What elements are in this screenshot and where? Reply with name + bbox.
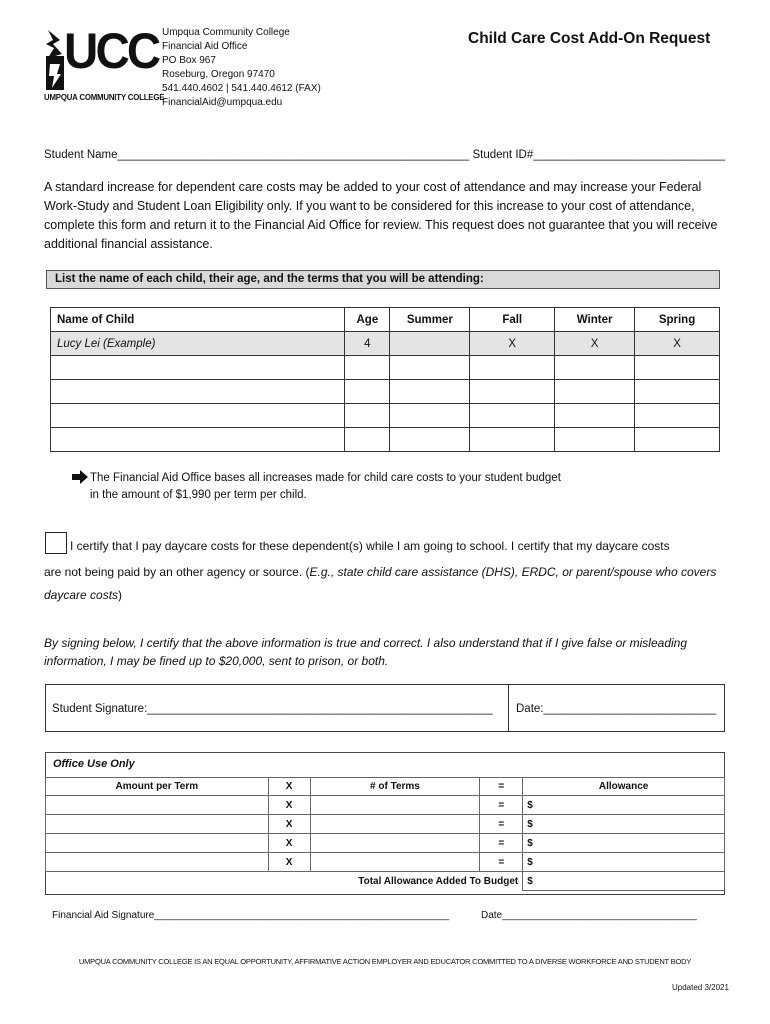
column-header: # of Terms <box>310 778 480 796</box>
amount-cell[interactable] <box>46 853 269 872</box>
table-cell[interactable] <box>555 428 635 452</box>
budget-note-line: in the amount of $1,990 per term per child. <box>90 489 307 501</box>
times-sign: X <box>268 834 310 853</box>
column-header: Summer <box>390 308 470 332</box>
office-header-row <box>46 778 725 796</box>
table-cell: X <box>470 332 555 356</box>
amount-cell[interactable] <box>46 796 269 815</box>
allowance-cell[interactable]: $ <box>523 815 725 834</box>
certify-statement <box>44 535 744 607</box>
table-cell: Lucy Lei (Example) <box>51 332 345 356</box>
table-cell[interactable] <box>635 404 720 428</box>
address-line: PO Box 967 <box>162 55 216 66</box>
column-header: = <box>480 778 523 796</box>
table-row[interactable] <box>51 380 720 404</box>
example-row <box>51 332 720 356</box>
total-allowance-cell[interactable]: $ <box>523 872 725 891</box>
amount-cell[interactable] <box>46 815 269 834</box>
table-row[interactable] <box>51 428 720 452</box>
column-header: Fall <box>470 308 555 332</box>
table-cell <box>390 332 470 356</box>
table-cell[interactable] <box>51 404 345 428</box>
arrow-right-icon <box>72 470 88 484</box>
table-cell[interactable] <box>635 380 720 404</box>
table-cell[interactable] <box>390 428 470 452</box>
table-cell[interactable] <box>345 380 390 404</box>
office-use-table <box>45 777 725 891</box>
table-cell[interactable] <box>51 380 345 404</box>
table-cell[interactable] <box>345 404 390 428</box>
college-logo <box>44 23 165 104</box>
certify-line: are not being paid by an other agency or source. ( <box>44 565 310 579</box>
terms-cell[interactable] <box>310 796 480 815</box>
table-cell[interactable] <box>390 356 470 380</box>
allowance-cell[interactable]: $ <box>523 834 725 853</box>
table-cell[interactable] <box>555 380 635 404</box>
certify-examples: E.g., state child care assistance (DHS), ERDC, or parent/spouse who covers daycare costs <box>44 565 717 602</box>
table-cell[interactable] <box>635 356 720 380</box>
table-cell[interactable] <box>51 356 345 380</box>
column-header: X <box>268 778 310 796</box>
table-cell[interactable] <box>470 380 555 404</box>
table-cell: 4 <box>345 332 390 356</box>
table-cell[interactable] <box>51 428 345 452</box>
budget-note <box>72 470 561 504</box>
allowance-cell[interactable]: $ <box>523 853 725 872</box>
table-cell[interactable] <box>345 356 390 380</box>
total-label: Total Allowance Added To Budget <box>46 872 523 891</box>
column-header: Winter <box>555 308 635 332</box>
table-cell[interactable] <box>345 428 390 452</box>
address-line: FinancialAid@umpqua.edu <box>162 97 283 108</box>
table-cell[interactable] <box>555 404 635 428</box>
table-cell[interactable] <box>390 404 470 428</box>
table-row[interactable] <box>51 356 720 380</box>
column-header: Name of Child <box>51 308 345 332</box>
terms-cell[interactable] <box>310 853 480 872</box>
office-row[interactable] <box>46 796 725 815</box>
children-section-header: List the name of each child, their age, and the terms that you will be attending: <box>46 270 720 289</box>
student-signature-field[interactable]: Student Signature:______________________________________________________ <box>52 703 493 715</box>
equals-sign: = <box>480 796 523 815</box>
office-row[interactable] <box>46 853 725 872</box>
table-cell[interactable] <box>555 356 635 380</box>
intro-paragraph: A standard increase for dependent care costs may be added to your cost of attendance and may increase your Federal Work-Study and Student Loan Eligibility only. If you want to be considered for this increase to your cost of attendance, complete this form and return it to the Financial Aid Office for review. This request does not guarantee that you will receive additional financial assistance. <box>44 180 718 251</box>
terms-cell[interactable] <box>310 815 480 834</box>
office-address <box>162 26 321 110</box>
footer-statement: UMPQUA COMMUNITY COLLEGE IS AN EQUAL OPPORTUNITY, AFFIRMATIVE ACTION EMPLOYER AND EDUCATOR COMMITTED TO A DIVERSE WORKFORCE AND STUDENT BODY <box>78 957 692 966</box>
student-name-id-field[interactable]: Student Name_______________________________________________________ Student ID#______________________________ <box>44 149 726 161</box>
address-line: Roseburg, Oregon 97470 <box>162 69 275 80</box>
certify-line: I certify that I pay daycare costs for these dependent(s) while I am going to school. I certify that my daycare costs <box>70 539 670 553</box>
table-cell: X <box>635 332 720 356</box>
signing-statement: By signing below, I certify that the above information is true and correct. I also understand that if I give false or misleading information, I may be fined up to $20,000, sent to prison, or both. <box>44 636 688 668</box>
times-sign: X <box>268 815 310 834</box>
signature-divider <box>508 684 509 732</box>
terms-cell[interactable] <box>310 834 480 853</box>
amount-cell[interactable] <box>46 834 269 853</box>
equals-sign: = <box>480 834 523 853</box>
certify-line-end: ) <box>118 588 123 602</box>
table-cell[interactable] <box>390 380 470 404</box>
allowance-cell[interactable]: $ <box>523 796 725 815</box>
table-cell[interactable] <box>470 428 555 452</box>
table-cell: X <box>555 332 635 356</box>
equals-sign: = <box>480 853 523 872</box>
table-cell[interactable] <box>470 404 555 428</box>
equals-sign: = <box>480 815 523 834</box>
logo-college-name: UMPQUA COMMUNITY COLLEGE <box>44 92 165 102</box>
address-line: Umpqua Community College <box>162 27 290 38</box>
logo-letters: UCC <box>64 23 159 79</box>
updated-date: Updated 3/2021 <box>672 983 729 992</box>
office-row[interactable] <box>46 834 725 853</box>
financial-aid-signature-field[interactable]: Financial Aid Signature_____________________________________________________ <box>52 910 450 921</box>
table-cell[interactable] <box>635 428 720 452</box>
times-sign: X <box>268 796 310 815</box>
column-header: Age <box>345 308 390 332</box>
column-header: Amount per Term <box>46 778 269 796</box>
table-row[interactable] <box>51 404 720 428</box>
office-row[interactable] <box>46 815 725 834</box>
address-line: Financial Aid Office <box>162 41 248 52</box>
table-cell[interactable] <box>470 356 555 380</box>
form-title: Child Care Cost Add-On Request <box>468 30 711 47</box>
bolt-tower-icon <box>44 30 66 90</box>
children-table <box>50 307 720 452</box>
table-header-row <box>51 308 720 332</box>
column-header: Allowance <box>523 778 725 796</box>
budget-note-line: The Financial Aid Office bases all increases made for child care costs to your student budget <box>90 472 561 484</box>
address-line: 541.440.4602 | 541.440.4612 (FAX) <box>162 83 321 94</box>
column-header: Spring <box>635 308 720 332</box>
office-use-title: Office Use Only <box>53 758 135 770</box>
student-date-field[interactable]: Date:___________________________ <box>516 703 717 715</box>
times-sign: X <box>268 853 310 872</box>
total-row <box>46 872 725 891</box>
financial-aid-date-field[interactable]: Date___________________________________ <box>481 910 697 921</box>
